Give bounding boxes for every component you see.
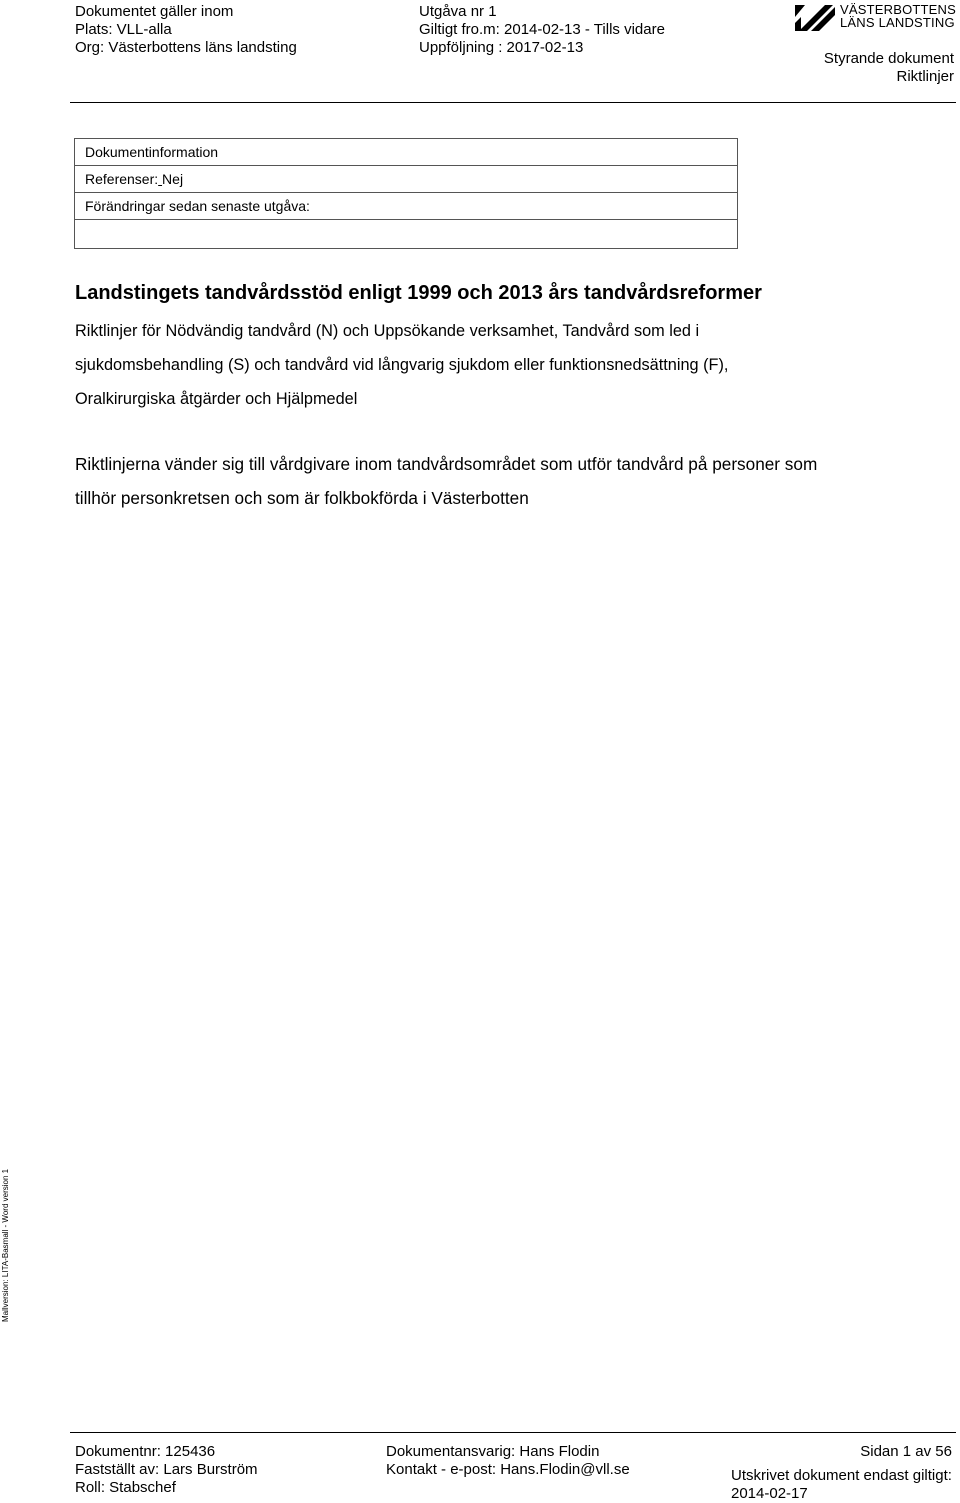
references-label: Referenser:	[85, 171, 159, 187]
info-changes-value	[75, 220, 737, 248]
document-subtype: Riktlinjer	[896, 68, 954, 85]
header-edition: Utgåva nr 1	[419, 3, 497, 20]
logo-line-2: LÄNS LANDSTING	[840, 15, 955, 30]
logo-wordmark	[840, 3, 956, 29]
organization-logo-icon	[795, 5, 835, 36]
footer-print-validity: Utskrivet dokument endast giltigt:	[731, 1467, 952, 1484]
header-place: Plats: VLL-alla	[75, 21, 172, 38]
footer-contact-email: Kontakt - e-post: Hans.Flodin@vll.se	[386, 1461, 630, 1478]
template-version-note: Mallversion: LITA-Basmall - Word version 1	[1, 1168, 10, 1322]
footer-document-number: Dokumentnr: 125436	[75, 1443, 216, 1460]
header-followup: Uppföljning : 2017-02-13	[419, 39, 584, 56]
body-line: tillhör personkretsen och som är folkbokförda i Västerbotten	[75, 488, 529, 508]
subtitle-line: Riktlinjer för Nödvändig tandvård (N) och Uppsökande verksamhet, Tandvård som led i	[75, 322, 700, 340]
logo-line-1: VÄSTERBOTTENS	[840, 2, 957, 17]
info-heading: Dokumentinformation	[75, 139, 737, 166]
info-changes: Förändringar sedan senaste utgåva:	[75, 193, 737, 220]
footer-approved-by: Fastställt av: Lars Burström	[75, 1461, 258, 1478]
subtitle-line: sjukdomsbehandling (S) och tandvård vid långvarig sjukdom eller funktionsnedsättning (F),	[75, 356, 729, 374]
references-value: Nej	[162, 171, 184, 187]
info-references	[75, 166, 737, 193]
document-type: Styrande dokument	[823, 50, 954, 67]
subtitle-line: Oralkirurgiska åtgärder och Hjälpmedel	[75, 390, 358, 408]
header-scope-label: Dokumentet gäller inom	[75, 3, 234, 20]
body-line: Riktlinjerna vänder sig till vårdgivare inom tandvårdsområdet som utför tandvård på personer som	[75, 454, 818, 474]
header-valid-from: Giltigt fro.m: 2014-02-13 - Tills vidare	[419, 21, 665, 38]
footer-responsible: Dokumentansvarig: Hans Flodin	[386, 1443, 600, 1460]
footer-print-date: 2014-02-17	[731, 1485, 808, 1502]
header-org: Org: Västerbottens läns landsting	[75, 39, 297, 56]
footer-role: Roll: Stabschef	[75, 1479, 176, 1496]
footer-divider	[70, 1432, 956, 1433]
header-divider	[70, 102, 956, 103]
document-info-box	[74, 138, 738, 249]
document-title: Landstingets tandvårdsstöd enligt 1999 och 2013 års tandvårdsreformer	[75, 282, 762, 304]
footer-page-number: Sidan 1 av 56	[860, 1443, 952, 1460]
